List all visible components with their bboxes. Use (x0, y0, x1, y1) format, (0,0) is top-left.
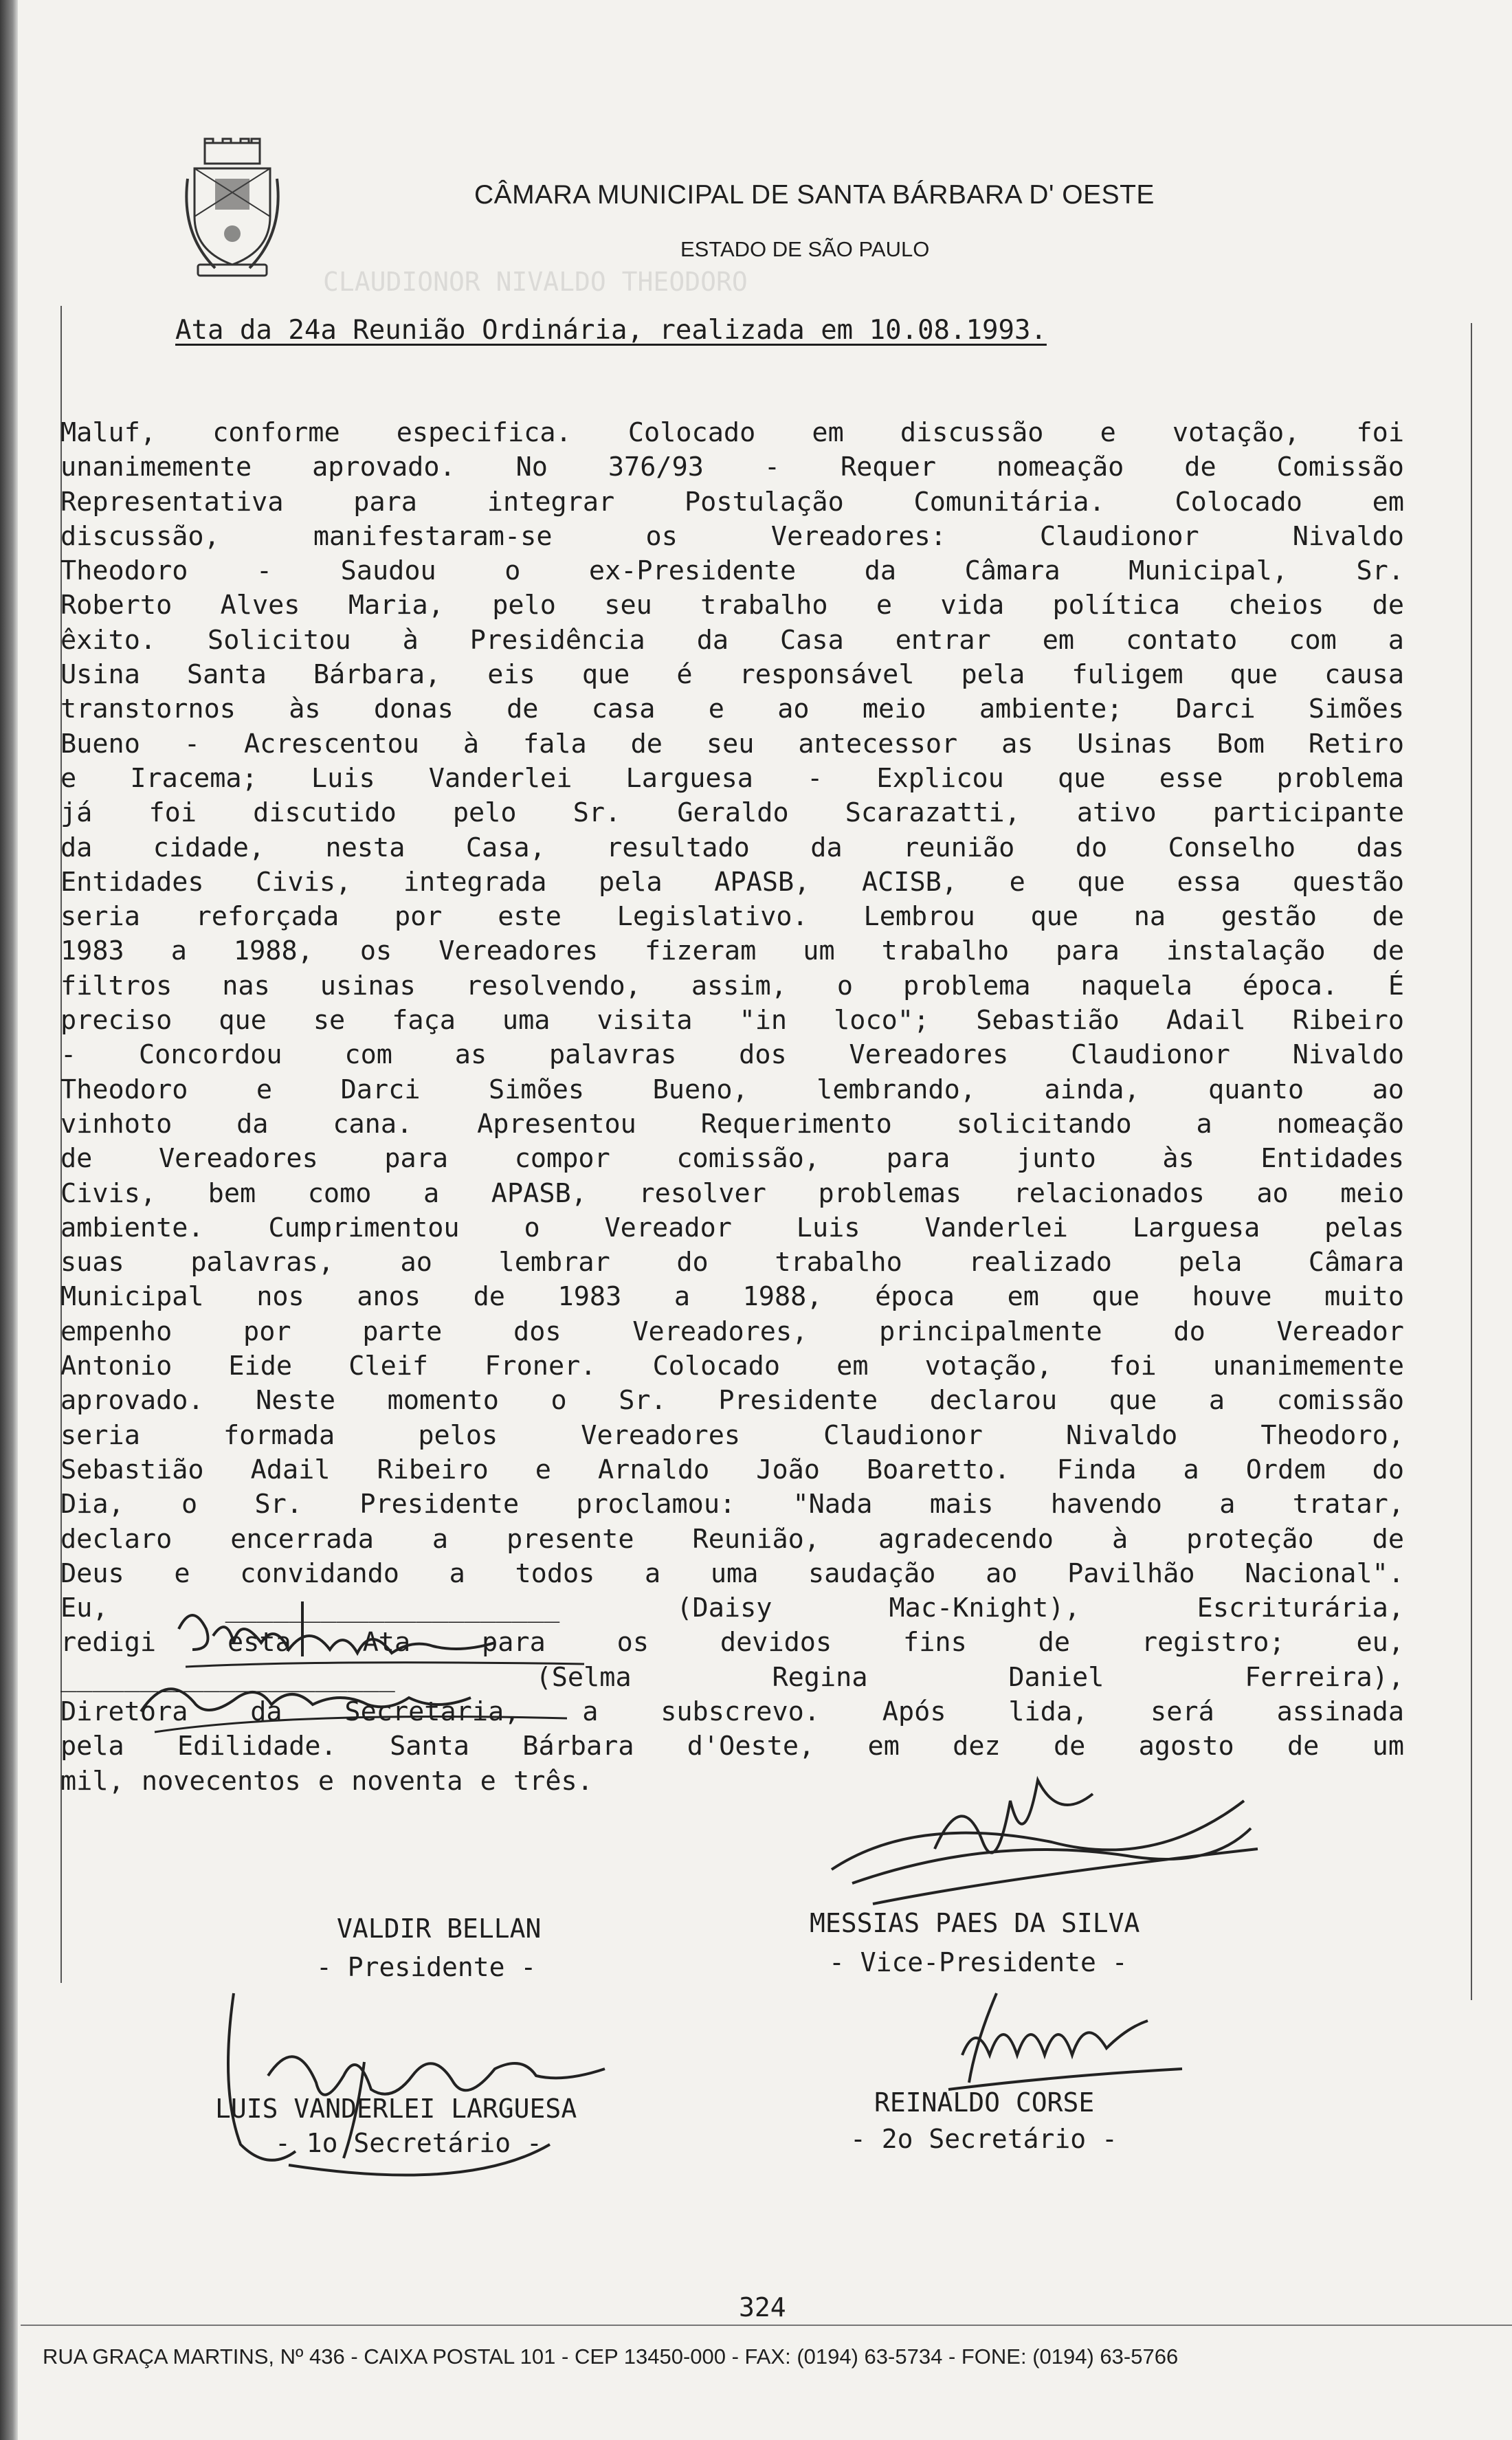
minutes-line: Dia, o Sr. Presidente proclamou: "Nada mais havendo a tratar, (60, 1489, 1404, 1520)
minutes-line: filtros nas usinas resolvendo, assim, o problema naquela época. É (60, 970, 1404, 1001)
minutes-line: empenho por parte dos Vereadores, principalmente do Vereador (60, 1316, 1404, 1347)
second-secretary-role: - 2o Secretário - (850, 2124, 1118, 2154)
director-signature-icon (127, 1656, 594, 1746)
president-role: - Presidente - (316, 1952, 537, 1982)
first-secretary-name: LUIS VANDERLEI LARGUESA (215, 2094, 577, 2124)
minutes-line: pela Edilidade. Santa Bárbara d'Oeste, em dez de agosto de um (60, 1731, 1404, 1762)
minutes-line: Sebastião Adail Ribeiro e Arnaldo João Boaretto. Finda a Ordem do (60, 1454, 1404, 1485)
minutes-line: Antonio Eide Cleif Froner. Colocado em votação, foi unanimemente (60, 1351, 1404, 1382)
minutes-line: Diretora da Secretaria, a subscrevo. Após lida, será assinada (60, 1696, 1404, 1727)
vice-president-name: MESSIAS PAES DA SILVA (810, 1908, 1140, 1938)
minutes-line: da cidade, nesta Casa, resultado da reunião do Conselho das (60, 832, 1404, 863)
minutes-line: Representativa para integrar Postulação Comunitária. Colocado em (60, 486, 1404, 518)
minutes-line: Roberto Alves Maria, pelo seu trabalho e vida política cheios de (60, 590, 1404, 621)
page-number: 324 (739, 2292, 786, 2322)
minutes-line: ambiente. Cumprimentou o Vereador Luis Vanderlei Larguesa pelas (60, 1212, 1404, 1243)
minutes-line: Theodoro e Darci Simões Bueno, lembrando, ainda, quanto ao (60, 1074, 1404, 1105)
footer-rule (21, 2325, 1512, 2326)
scan-edge (0, 0, 18, 2440)
minutes-line: Eu, _____________________ (Daisy Mac-Knight), Escriturária, (60, 1593, 1404, 1624)
minutes-line: 1983 a 1988, os Vereadores fizeram um trabalho para instalação de (60, 935, 1404, 967)
minutes-line: de Vereadores para compor comissão, para junto às Entidades (60, 1143, 1404, 1175)
minutes-line: - Concordou com as palavras dos Vereadores Claudionor Nivaldo (60, 1039, 1404, 1071)
minutes-line: mil, novecentos e noventa e três. (60, 1765, 593, 1797)
vice-president-signature-icon (811, 1766, 1333, 1925)
state-name: ESTADO DE SÃO PAULO (680, 237, 930, 261)
vice-president-role: - Vice-Presidente - (829, 1947, 1128, 1977)
minutes-line: transtornos às donas de casa e ao meio ambiente; Darci Simões (60, 694, 1404, 725)
footer-address: RUA GRAÇA MARTINS, Nº 436 - CAIXA POSTAL 101 - CEP 13450-000 - FAX: (0194) 63-5734 - FONE: (0194) 63-5766 (43, 2344, 1179, 2369)
minutes-line: já foi discutido pelo Sr. Geraldo Scarazatti, ativo participante (60, 797, 1404, 829)
org-name: CÂMARA MUNICIPAL DE SANTA BÁRBARA D' OESTE (474, 180, 1155, 210)
minutes-line: êxito. Solicitou à Presidência da Casa entrar em contato com a (60, 624, 1404, 656)
municipal-crest-icon (184, 137, 280, 282)
minutes-line: e Iracema; Luis Vanderlei Larguesa - Explicou que esse problema (60, 762, 1404, 794)
minutes-line: Maluf, conforme especifica. Colocado em discussão e votação, foi (60, 417, 1404, 448)
minutes-line: aprovado. Neste momento o Sr. Presidente declarou que a comissão (60, 1385, 1404, 1417)
minutes-line: Bueno - Acrescentou à fala de seu antecessor as Usinas Bom Retiro (60, 728, 1404, 759)
minutes-line: Civis, bem como a APASB, resolver problemas relacionados ao meio (60, 1177, 1404, 1209)
document-title: Ata da 24a Reunião Ordinária, realizada em 10.08.1993. (175, 315, 1047, 346)
minutes-line: _____________________ (Selma Regina Daniel Ferreira), (60, 1661, 1404, 1693)
minutes-line: Deus e convidando a todos a uma saudação ao Pavilhão Nacional". (60, 1557, 1404, 1589)
minutes-line: seria reforçada por este Legislativo. Lembrou que na gestão de (60, 901, 1404, 933)
minutes-line: Entidades Civis, integrada pela APASB, ACISB, e que essa questão (60, 866, 1404, 898)
minutes-line: unanimemente aprovado. No 376/93 - Requer nomeação de Comissão (60, 452, 1404, 483)
minutes-line: redigi esta Ata para os devidos fins de registro; eu, (60, 1627, 1404, 1659)
first-secretary-role: - 1o Secretário - (275, 2128, 542, 2158)
president-name: VALDIR BELLAN (337, 1914, 542, 1944)
minutes-line: vinhoto da cana. Apresentou Requerimento solicitando a nomeação (60, 1108, 1404, 1140)
minutes-line: Municipal nos anos de 1983 a 1988, época em que houve muito (60, 1281, 1404, 1313)
minutes-line: suas palavras, ao lembrar do trabalho realizado pela Câmara (60, 1247, 1404, 1278)
bleed-through: CLAUDIONOR NIVALDO THEODORO (323, 267, 748, 297)
minutes-line: Theodoro - Saudou o ex-Presidente da Câmara Municipal, Sr. (60, 555, 1404, 587)
minutes-line: seria formada pelos Vereadores Claudionor Nivaldo Theodoro, (60, 1419, 1404, 1451)
frame-right-line (1471, 323, 1472, 2000)
minutes-line: declaro encerrada a presente Reunião, agradecendo à proteção de (60, 1523, 1404, 1555)
minutes-line: preciso que se faça uma visita "in loco"; Sebastião Adail Ribeiro (60, 1005, 1404, 1036)
minutes-line: discussão, manifestaram-se os Vereadores: Claudionor Nivaldo (60, 520, 1404, 552)
minutes-line: Usina Santa Bárbara, eis que é responsável pela fuligem que causa (60, 659, 1404, 691)
second-secretary-name: REINALDO CORSE (874, 2087, 1095, 2118)
